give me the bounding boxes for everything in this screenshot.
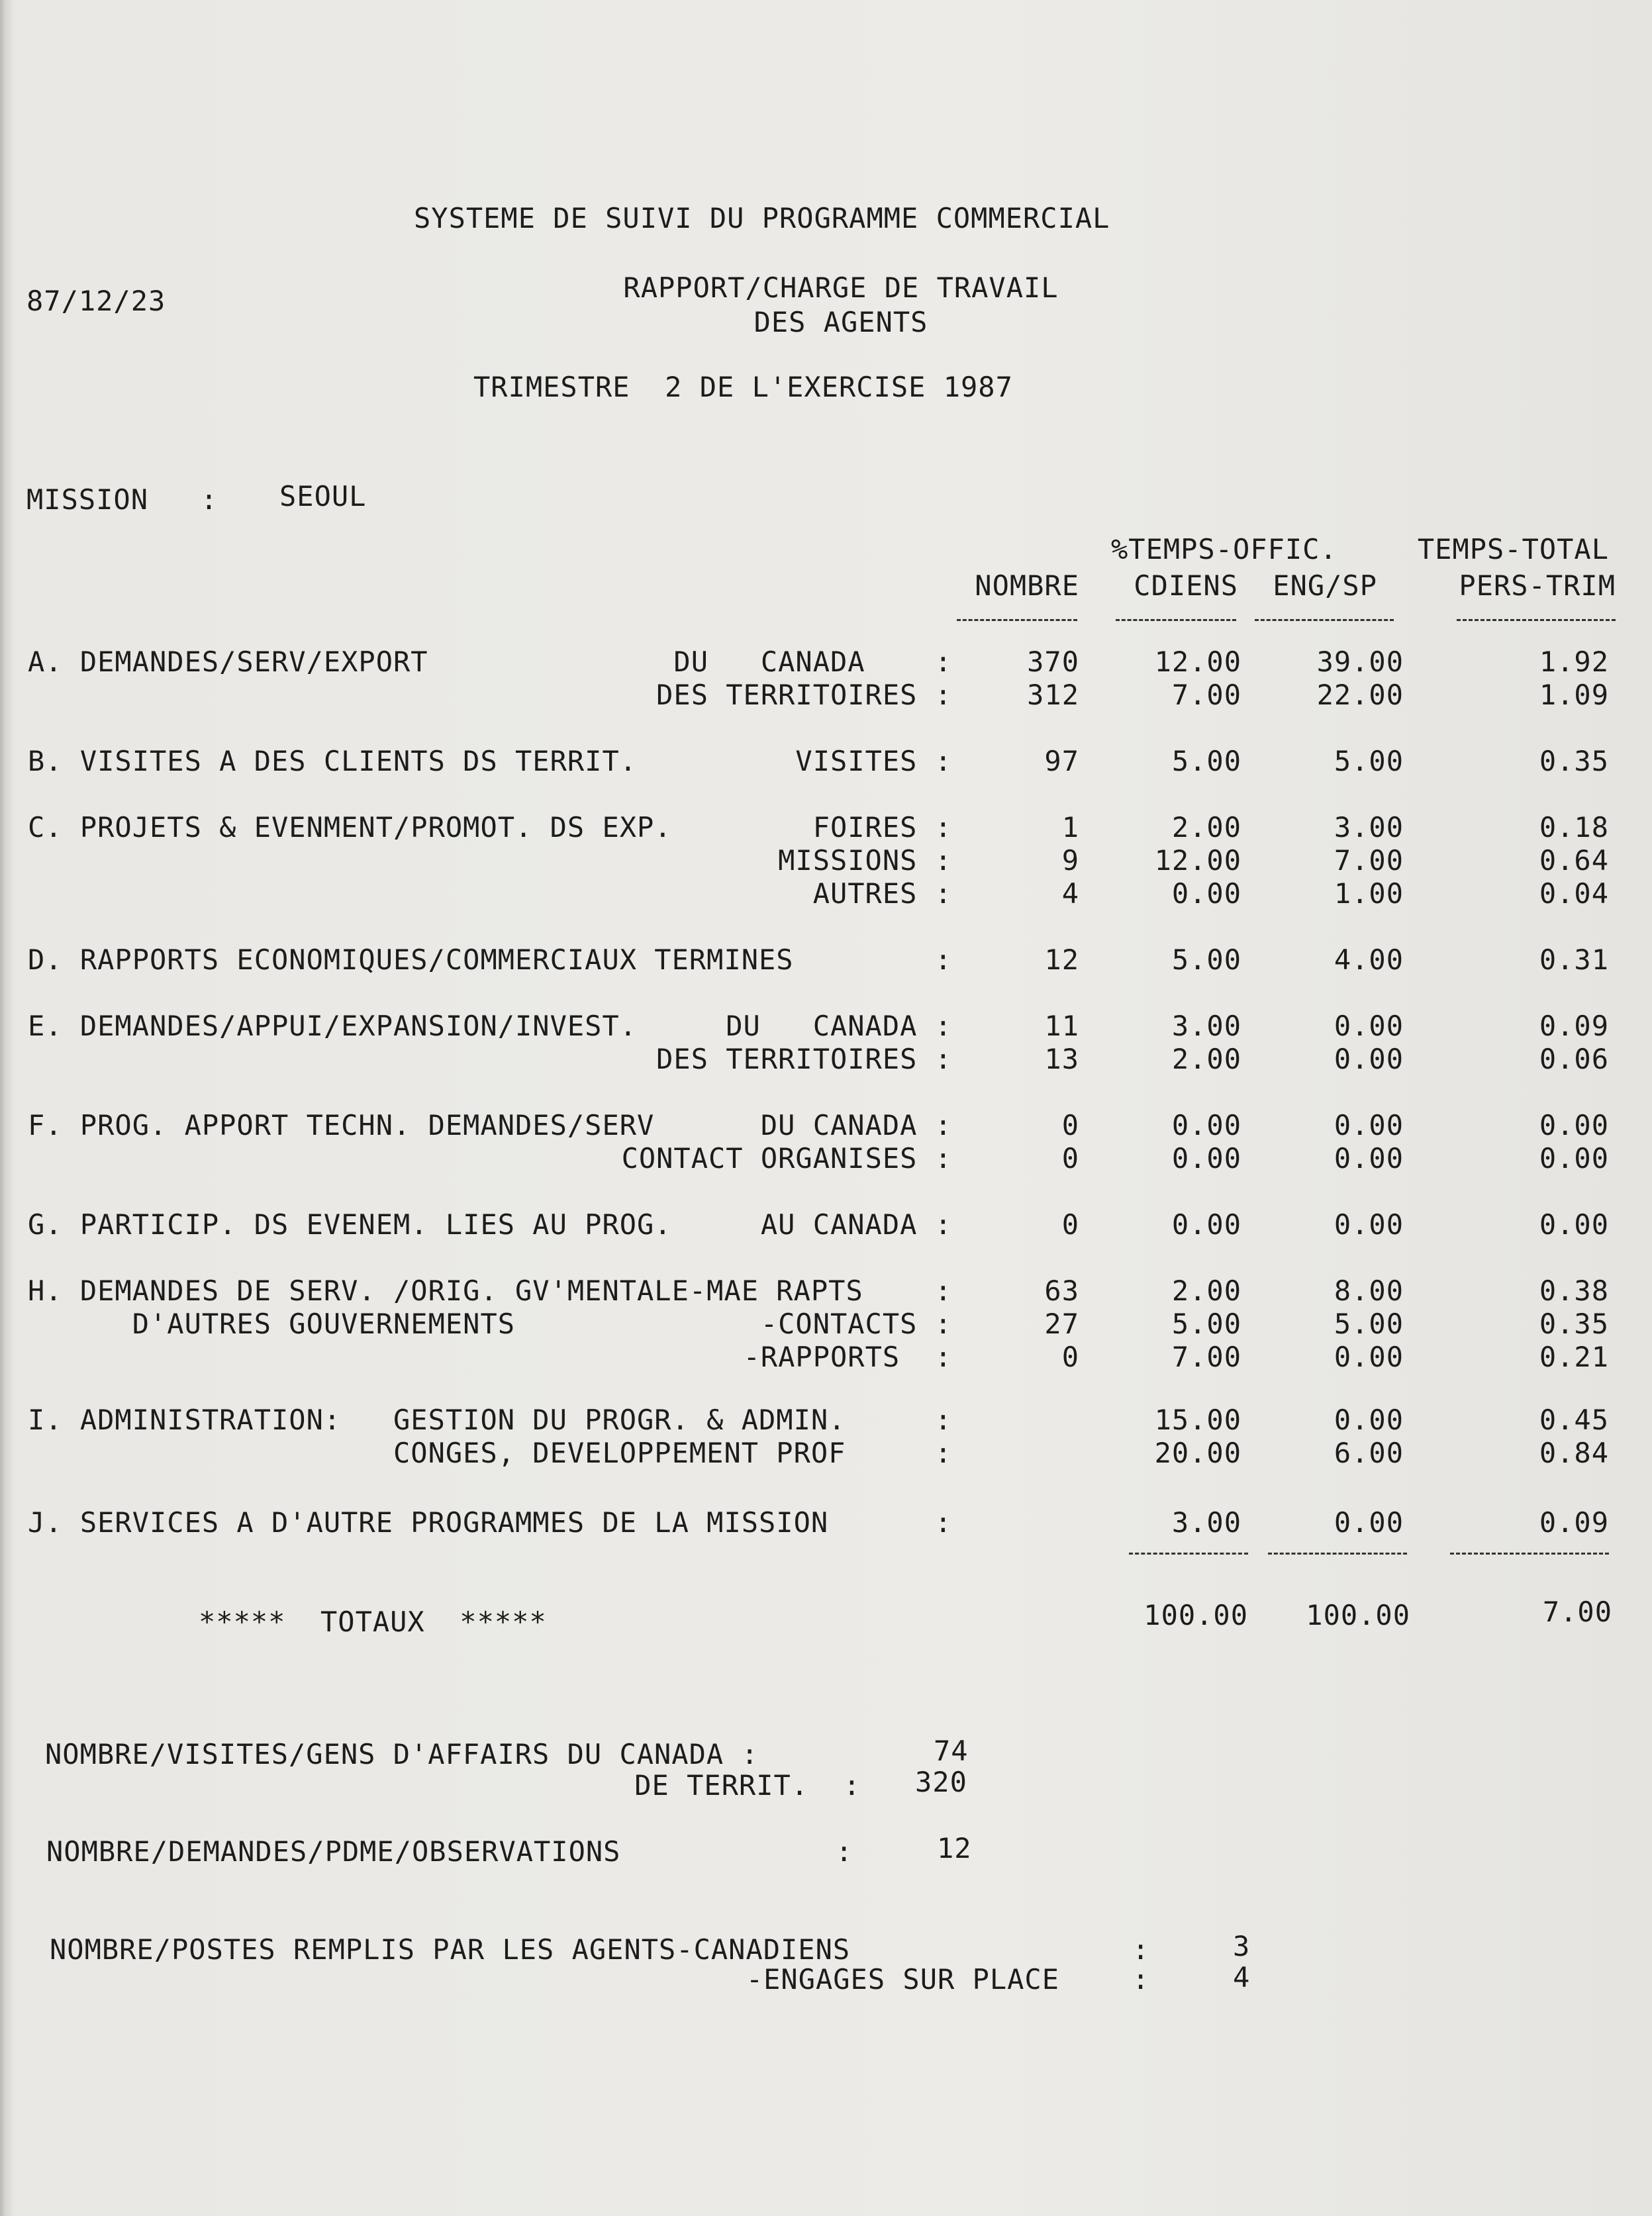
totals-rule (1450, 1553, 1609, 1555)
totals-perstrim: 7.00 (1542, 1596, 1612, 1628)
row-subcategory: VISITES : (795, 745, 952, 777)
row-perstrim: 0.00 (1539, 1208, 1609, 1241)
row-subcategory: MISSIONS : (778, 844, 952, 877)
row-engsp: 22.00 (1316, 679, 1404, 711)
row-nombre: 0 (1061, 1341, 1079, 1373)
row-engsp: 0.00 (1334, 1109, 1404, 1141)
row-perstrim: 0.04 (1539, 877, 1609, 910)
row-cdiens: 0.00 (1171, 877, 1241, 910)
mission-label: MISSION : (26, 483, 219, 516)
row-nombre: 1 (1061, 811, 1079, 843)
row-nombre: 9 (1061, 844, 1079, 877)
row-perstrim: 0.00 (1539, 1142, 1609, 1175)
row-engsp: 5.00 (1334, 1308, 1404, 1340)
row-cdiens: 7.00 (1171, 679, 1241, 711)
report-title-line-2: DES AGENTS (753, 306, 928, 338)
row-subcategory: -CONTACTS : (760, 1308, 952, 1340)
col-nombre-header: NOMBRE (975, 569, 1079, 602)
row-cdiens: 2.00 (1171, 1275, 1241, 1307)
row-subcategory: DES TERRITOIRES : (656, 679, 952, 711)
row-engsp: 1.00 (1334, 877, 1404, 910)
totals-engsp: 100.00 (1306, 1599, 1410, 1631)
row-cdiens: 12.00 (1154, 844, 1241, 877)
col-engsp-header: ENG/SP (1273, 569, 1377, 602)
header-rule (1116, 619, 1236, 621)
row-cdiens: 3.00 (1171, 1506, 1241, 1539)
place-value: 4 (1233, 1961, 1251, 1994)
row-category: A. DEMANDES/SERV/EXPORT (28, 646, 428, 678)
row-engsp: 0.00 (1334, 1506, 1404, 1539)
row-nombre: 312 (1027, 679, 1079, 711)
mission-value: SEOUL (279, 480, 367, 512)
row-nombre: 63 (1044, 1275, 1079, 1307)
territ-value: 320 (915, 1766, 967, 1798)
row-subcategory: DU CANADA : (760, 1109, 952, 1141)
totals-label: ***** TOTAUX ***** (199, 1606, 547, 1638)
row-subcategory: AUTRES : (812, 877, 952, 910)
row-category: J. SERVICES A D'AUTRE PROGRAMMES DE LA MISSION (28, 1506, 829, 1539)
row-nombre: 11 (1044, 1010, 1079, 1042)
row-subcategory: : (934, 1506, 952, 1539)
postes-colon: : (1132, 1933, 1150, 1966)
row-subcategory: DU CANADA : (673, 646, 952, 678)
row-perstrim: 1.09 (1539, 679, 1609, 711)
row-engsp: 5.00 (1334, 745, 1404, 777)
totals-rule (1268, 1553, 1407, 1555)
row-category: D'AUTRES GOUVERNEMENTS (28, 1308, 516, 1340)
totals-rule (1129, 1553, 1248, 1555)
row-nombre: 370 (1027, 646, 1079, 678)
row-engsp: 6.00 (1334, 1437, 1404, 1469)
row-subcategory: DES TERRITOIRES : (656, 1043, 952, 1075)
row-cdiens: 0.00 (1171, 1208, 1241, 1241)
row-perstrim: 0.84 (1539, 1437, 1609, 1469)
row-category: G. PARTICIP. DS EVENEM. LIES AU PROG. (28, 1208, 672, 1241)
row-category: CONGES, DEVELOPPEMENT PROF (28, 1437, 846, 1469)
row-perstrim: 0.64 (1539, 844, 1609, 877)
col-cdiens-header: CDIENS (1134, 569, 1238, 602)
pdme-colon: : (836, 1835, 853, 1868)
header-rule (1255, 619, 1394, 621)
row-cdiens: 5.00 (1171, 745, 1241, 777)
header-rule (1457, 619, 1616, 621)
row-category: D. RAPPORTS ECONOMIQUES/COMMERCIAUX TERMINES (28, 943, 794, 976)
row-nombre: 13 (1044, 1043, 1079, 1075)
row-perstrim: 0.21 (1539, 1341, 1609, 1373)
row-subcategory: : (934, 1404, 952, 1436)
row-subcategory: FOIRES : (812, 811, 952, 843)
row-cdiens: 2.00 (1171, 1043, 1241, 1075)
row-perstrim: 0.31 (1539, 943, 1609, 976)
row-cdiens: 2.00 (1171, 811, 1241, 843)
row-engsp: 7.00 (1334, 844, 1404, 877)
row-engsp: 39.00 (1316, 646, 1404, 678)
row-category: F. PROG. APPORT TECHN. DEMANDES/SERV (28, 1109, 655, 1141)
row-subcategory: : (934, 1275, 952, 1307)
row-perstrim: 0.06 (1539, 1043, 1609, 1075)
row-cdiens: 5.00 (1171, 1308, 1241, 1340)
visits-label: NOMBRE/VISITES/GENS D'AFFAIRS DU CANADA : (45, 1738, 759, 1770)
row-perstrim: 1.92 (1539, 646, 1609, 678)
territ-label: DE TERRIT. : (634, 1769, 861, 1802)
pdme-label: NOMBRE/DEMANDES/PDME/OBSERVATIONS (46, 1835, 621, 1868)
row-category: B. VISITES A DES CLIENTS DS TERRIT. (28, 745, 638, 777)
row-engsp: 0.00 (1334, 1208, 1404, 1241)
totals-cdiens: 100.00 (1143, 1599, 1248, 1631)
row-category: C. PROJETS & EVENMENT/PROMOT. DS EXP. (28, 811, 672, 843)
row-subcategory: CONTACT ORGANISES : (621, 1142, 952, 1175)
row-perstrim: 0.09 (1539, 1506, 1609, 1539)
system-title: SYSTEME DE SUIVI DU PROGRAMME COMMERCIAL (414, 202, 1110, 234)
row-cdiens: 20.00 (1154, 1437, 1241, 1469)
row-nombre: 0 (1061, 1208, 1079, 1241)
row-nombre: 0 (1061, 1109, 1079, 1141)
header-rule (957, 619, 1077, 621)
place-label: -ENGAGES SUR PLACE (746, 1963, 1059, 1996)
row-subcategory: AU CANADA : (760, 1208, 952, 1241)
row-category: I. ADMINISTRATION: GESTION DU PROGR. & ADMIN. (28, 1404, 846, 1436)
row-perstrim: 0.35 (1539, 745, 1609, 777)
total-time-header: TEMPS-TOTAL (1417, 533, 1609, 565)
quarter-title: TRIMESTRE 2 DE L'EXERCISE 1987 (473, 371, 1013, 403)
row-nombre: 12 (1044, 943, 1079, 976)
row-cdiens: 0.00 (1171, 1109, 1241, 1141)
row-perstrim: 0.00 (1539, 1109, 1609, 1141)
row-subcategory: : (934, 943, 952, 976)
row-category: E. DEMANDES/APPUI/EXPANSION/INVEST. (28, 1010, 638, 1042)
row-perstrim: 0.18 (1539, 811, 1609, 843)
row-subcategory: DU CANADA : (726, 1010, 952, 1042)
row-cdiens: 15.00 (1154, 1404, 1241, 1436)
row-subcategory: : (934, 1437, 952, 1469)
pdme-value: 12 (937, 1832, 972, 1864)
row-cdiens: 7.00 (1171, 1341, 1241, 1373)
row-nombre: 0 (1061, 1142, 1079, 1175)
pct-time-header: %TEMPS-OFFIC. (1111, 533, 1337, 565)
row-category: H. DEMANDES DE SERV. /ORIG. GV'MENTALE-MAE RAPTS (28, 1275, 863, 1307)
visits-value: 74 (934, 1735, 969, 1767)
row-engsp: 0.00 (1334, 1341, 1404, 1373)
row-engsp: 8.00 (1334, 1275, 1404, 1307)
row-cdiens: 3.00 (1171, 1010, 1241, 1042)
row-engsp: 3.00 (1334, 811, 1404, 843)
report-title-line-1: RAPPORT/CHARGE DE TRAVAIL (623, 271, 1059, 304)
row-nombre: 97 (1044, 745, 1079, 777)
row-perstrim: 0.09 (1539, 1010, 1609, 1042)
row-perstrim: 0.45 (1539, 1404, 1609, 1436)
row-perstrim: 0.35 (1539, 1308, 1609, 1340)
row-engsp: 4.00 (1334, 943, 1404, 976)
row-engsp: 0.00 (1334, 1010, 1404, 1042)
row-engsp: 0.00 (1334, 1043, 1404, 1075)
row-cdiens: 12.00 (1154, 646, 1241, 678)
row-nombre: 4 (1061, 877, 1079, 910)
postes-value: 3 (1233, 1930, 1251, 1962)
row-cdiens: 5.00 (1171, 943, 1241, 976)
col-perstrim-header: PERS-TRIM (1459, 569, 1616, 602)
row-cdiens: 0.00 (1171, 1142, 1241, 1175)
place-colon: : (1132, 1963, 1150, 1996)
report-date: 87/12/23 (26, 285, 166, 317)
postes-label: NOMBRE/POSTES REMPLIS PAR LES AGENTS-CANADIENS (50, 1933, 851, 1966)
row-engsp: 0.00 (1334, 1404, 1404, 1436)
row-subcategory: -RAPPORTS : (743, 1341, 952, 1373)
row-engsp: 0.00 (1334, 1142, 1404, 1175)
row-nombre: 27 (1044, 1308, 1079, 1340)
row-perstrim: 0.38 (1539, 1275, 1609, 1307)
